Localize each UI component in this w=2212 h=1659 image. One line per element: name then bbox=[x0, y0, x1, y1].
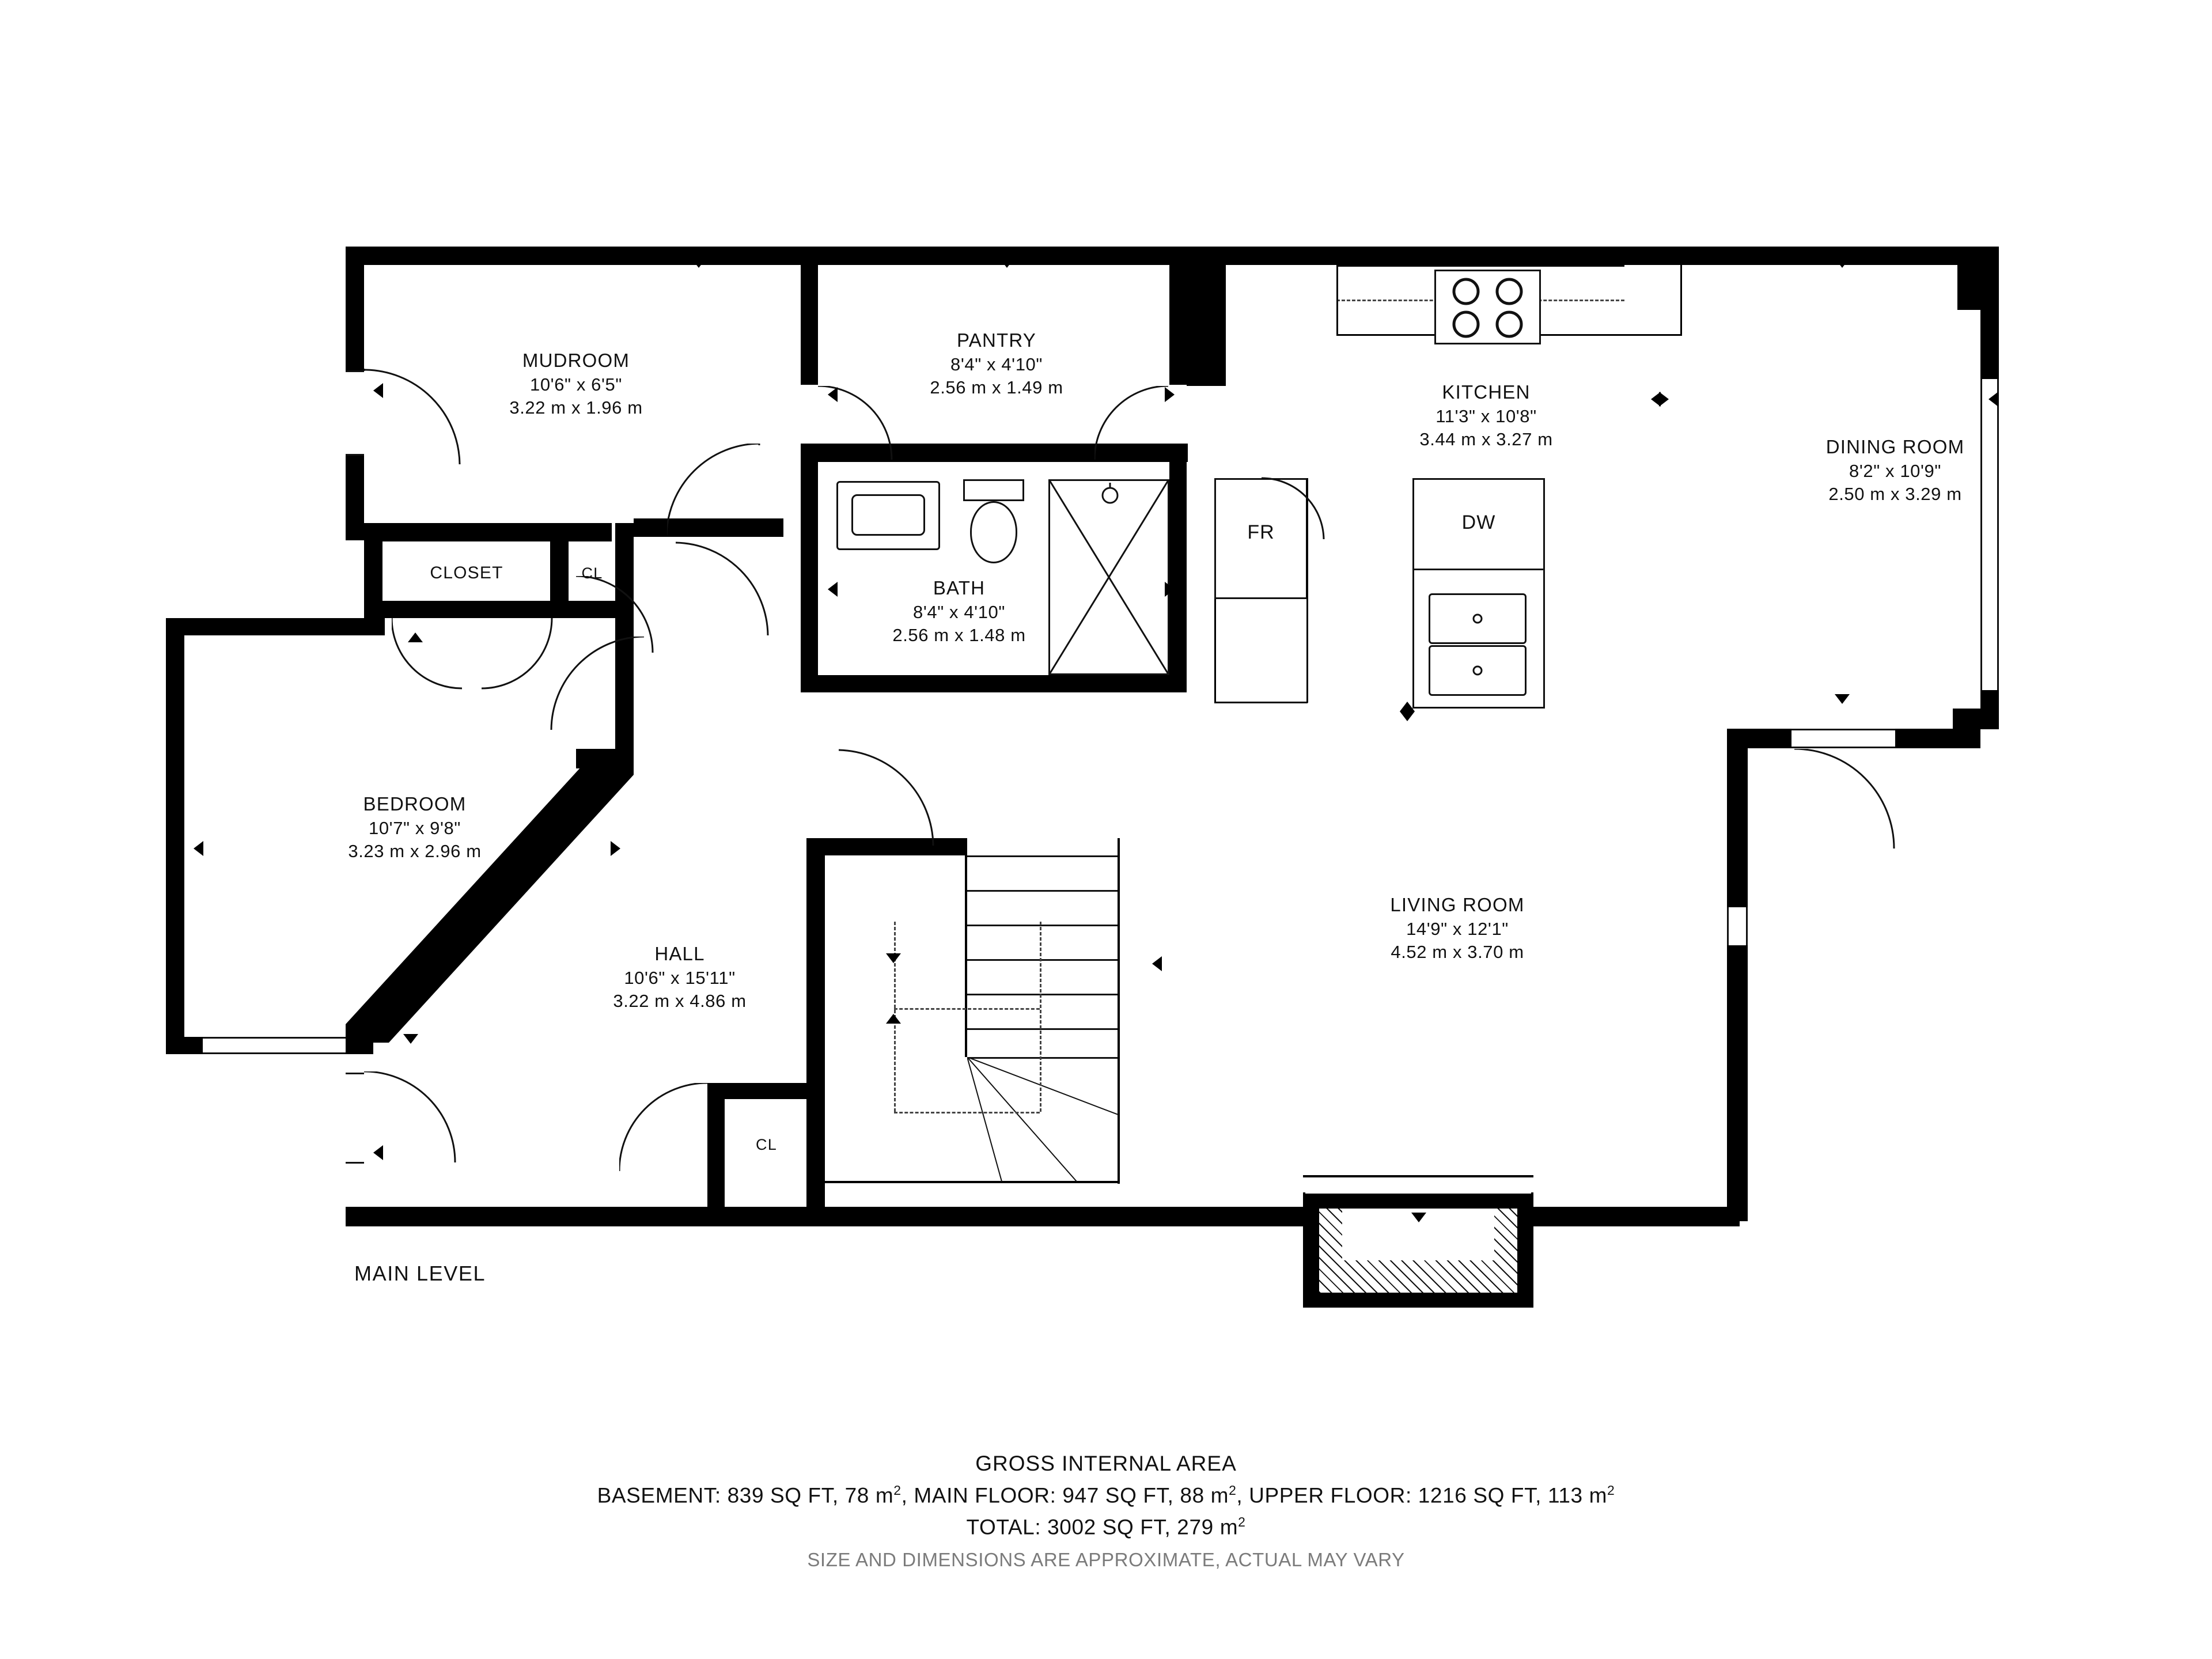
room-dim-ft-dining: 8'2" x 10'9" bbox=[1849, 460, 1941, 481]
wall-marker-arrow bbox=[1835, 694, 1850, 704]
room-dim-m-mudroom: 3.22 m x 1.96 m bbox=[509, 397, 643, 418]
stair-tread bbox=[967, 855, 1118, 858]
room-dim-m-bedroom: 3.23 m x 2.96 m bbox=[348, 841, 482, 862]
upper-floor-area: , UPPER FLOOR: 1216 SQ FT, 113 m bbox=[1236, 1483, 1608, 1508]
kitchen-fridge-base-line bbox=[1214, 702, 1308, 703]
door-cl-lower bbox=[619, 1083, 709, 1172]
wall-closet-north bbox=[364, 523, 612, 541]
basement-area: BASEMENT: 839 SQ FT, 78 m bbox=[597, 1483, 894, 1508]
wall-marker-arrow bbox=[1411, 1213, 1426, 1222]
room-dim-ft-pantry: 8'4" x 4'10" bbox=[950, 354, 1043, 374]
closet-label-cl-lower bbox=[725, 1135, 808, 1155]
wall-south-main bbox=[346, 1207, 1308, 1226]
upper-floor-area-sup: 2 bbox=[1607, 1483, 1615, 1498]
door-hall-stairs bbox=[836, 749, 934, 847]
room-name-hall: HALL bbox=[654, 943, 705, 964]
window-mudroom-west bbox=[346, 370, 364, 456]
wall-marker-arrow bbox=[1152, 956, 1162, 971]
kitchen-fridge-label: FR bbox=[1247, 521, 1275, 543]
wall-marker-arrow bbox=[408, 632, 423, 642]
fireplace-top-gap bbox=[1305, 1177, 1531, 1194]
door-bath bbox=[674, 541, 769, 637]
room-label-living bbox=[1262, 893, 1653, 964]
kitchen-sink-drains-icon bbox=[1429, 593, 1527, 697]
room-dim-m-pantry: 2.56 m x 1.49 m bbox=[930, 377, 1063, 398]
wall-marker-arrow bbox=[1988, 392, 1998, 407]
wall-dining-southeast bbox=[1953, 709, 1999, 729]
room-dim-ft-bath: 8'4" x 4'10" bbox=[913, 601, 1005, 622]
stair-understair-dash-bottom bbox=[894, 1112, 1040, 1113]
window-dining-east bbox=[1980, 379, 1999, 690]
wall-marker-arrow bbox=[373, 383, 383, 398]
wall-stair-west bbox=[806, 838, 825, 1226]
door-bedroom bbox=[550, 637, 645, 732]
window-hall-south-left bbox=[346, 1073, 364, 1164]
room-name-dining: DINING ROOM bbox=[1825, 436, 1965, 457]
main-floor-area: , MAIN FLOOR: 947 SQ FT, 88 m bbox=[901, 1483, 1229, 1508]
room-name-pantry: PANTRY bbox=[956, 329, 1036, 351]
wall-marker-arrow bbox=[979, 679, 994, 688]
area-breakdown-line bbox=[0, 1483, 2212, 1508]
wall-marker-arrow bbox=[1165, 387, 1175, 402]
door-pantry-right bbox=[1094, 386, 1169, 461]
kitchen-counter-right-run bbox=[1541, 334, 1682, 336]
bath-shower-head-icon bbox=[1097, 483, 1123, 508]
room-dim-m-hall: 3.22 m x 4.86 m bbox=[613, 991, 747, 1012]
wall-marker-arrow bbox=[691, 258, 706, 268]
window-living-east bbox=[1727, 907, 1748, 945]
room-dim-ft-hall: 10'6" x 15'11" bbox=[624, 967, 736, 988]
wall-bedroom-north bbox=[166, 618, 385, 635]
stair-direction-arrow-down bbox=[886, 953, 901, 963]
stair-winder-lines bbox=[967, 1057, 1118, 1183]
wall-living-east-upper bbox=[1727, 729, 1748, 907]
room-dim-m-bath: 2.56 m x 1.48 m bbox=[892, 625, 1026, 646]
wall-bedroom-angled bbox=[346, 743, 645, 1066]
wall-marker-arrow bbox=[999, 258, 1014, 268]
wall-dining-east bbox=[1980, 247, 1999, 379]
room-dim-m-kitchen: 3.44 m x 3.27 m bbox=[1419, 429, 1553, 450]
door-mudroom-hall bbox=[665, 444, 760, 539]
wall-marker-arrow bbox=[1400, 711, 1415, 721]
kitchen-cooktop-burners-icon bbox=[1434, 270, 1541, 344]
room-label-kitchen bbox=[1290, 380, 1682, 451]
room-name-bath: BATH bbox=[933, 577, 986, 599]
room-label-dining bbox=[1694, 435, 2097, 506]
wall-marker-arrow bbox=[194, 841, 203, 856]
wall-bedroom-west bbox=[166, 618, 184, 1054]
footer-block bbox=[0, 1452, 2212, 1571]
bath-toilet-tank bbox=[963, 479, 1024, 501]
closet-name-cl-upper: CL bbox=[581, 565, 603, 582]
door-dining-exterior bbox=[1794, 749, 1895, 850]
closet-name-cl-lower: CL bbox=[756, 1136, 777, 1153]
room-name-kitchen: KITCHEN bbox=[1442, 381, 1531, 403]
wall-living-east-lower bbox=[1727, 945, 1748, 1221]
room-label-mudroom bbox=[415, 349, 737, 419]
wall-marker-arrow bbox=[611, 841, 620, 856]
wall-marker-arrow bbox=[662, 1209, 677, 1218]
window-bedroom-south bbox=[203, 1037, 346, 1054]
door-closet-main bbox=[392, 618, 553, 690]
wall-marker-arrow bbox=[1835, 258, 1850, 268]
wall-marker-arrow bbox=[999, 448, 1014, 458]
wall-bath-east bbox=[1169, 462, 1187, 692]
kitchen-counter-north-edge bbox=[1336, 265, 1624, 267]
disclaimer: SIZE AND DIMENSIONS ARE APPROXIMATE, ACTUAL MAY VARY bbox=[807, 1548, 1405, 1570]
kitchen-counter-left-edge bbox=[1336, 265, 1338, 336]
stair-tread bbox=[967, 1028, 1118, 1031]
wall-marker-arrow bbox=[1400, 702, 1415, 711]
wall-bath-west bbox=[801, 462, 818, 692]
wall-south-right bbox=[1509, 1207, 1740, 1226]
wall-cl-lower-top bbox=[707, 1083, 808, 1099]
basement-area-sup: 2 bbox=[893, 1483, 902, 1498]
wall-marker-arrow bbox=[828, 582, 838, 597]
wall-marker-arrow bbox=[1734, 956, 1744, 971]
wall-marker-arrow bbox=[373, 1145, 383, 1160]
kitchen-dishwasher-label: DW bbox=[1461, 512, 1496, 533]
wall-marker-arrow bbox=[403, 1034, 418, 1044]
wall-mudroom-west-lower bbox=[346, 455, 364, 523]
wall-marker-arrow bbox=[691, 523, 706, 533]
level-title: MAIN LEVEL bbox=[354, 1262, 486, 1285]
bath-shower-cross bbox=[1048, 479, 1169, 675]
stair-understair-dash-top bbox=[894, 1008, 1040, 1010]
stair-tread bbox=[967, 890, 1118, 892]
room-dim-m-living: 4.52 m x 3.70 m bbox=[1391, 942, 1524, 963]
closet-name-main: CLOSET bbox=[430, 563, 503, 582]
stair-understair-dash-right bbox=[1040, 922, 1041, 1112]
room-dim-ft-kitchen: 11'3" x 10'8" bbox=[1435, 406, 1537, 426]
room-dim-m-dining: 2.50 m x 3.29 m bbox=[1828, 484, 1962, 505]
bath-sink-basin bbox=[851, 494, 925, 536]
total-area: TOTAL: 3002 SQ FT, 279 m bbox=[966, 1515, 1238, 1539]
stair-direction-arrow-up bbox=[886, 1014, 901, 1024]
room-dim-ft-living: 14'9" x 12'1" bbox=[1406, 918, 1509, 939]
kitchen-fridge-door-arc bbox=[1262, 477, 1325, 540]
stair-outline-inner bbox=[965, 838, 967, 1057]
room-dim-ft-bedroom: 10'7" x 9'8" bbox=[369, 817, 461, 838]
closet-label-main bbox=[382, 562, 551, 584]
stair-tread bbox=[967, 959, 1118, 961]
room-name-bedroom: BEDROOM bbox=[363, 793, 467, 815]
wall-pantry-east bbox=[1169, 247, 1187, 385]
total-area-line bbox=[0, 1514, 2212, 1539]
gross-area-title: GROSS INTERNAL AREA bbox=[975, 1452, 1237, 1475]
window-dining-south bbox=[1791, 729, 1895, 748]
kitchen-counter-right-edge bbox=[1680, 265, 1682, 336]
bath-toilet-bowl bbox=[970, 501, 1017, 563]
wall-mudroom-west bbox=[346, 247, 364, 370]
wall-marker-arrow bbox=[1165, 582, 1175, 597]
kitchen-fridge-side-line bbox=[1214, 599, 1216, 703]
wall-mudroom-door-jamb bbox=[634, 518, 667, 537]
total-area-sup: 2 bbox=[1238, 1514, 1246, 1530]
room-name-mudroom: MUDROOM bbox=[522, 350, 630, 371]
stair-tread bbox=[967, 994, 1118, 996]
room-dim-ft-mudroom: 10'6" x 6'5" bbox=[530, 374, 622, 395]
wall-marker-arrow bbox=[828, 387, 838, 402]
wall-cl-lower-left bbox=[707, 1083, 725, 1207]
wall-marker-arrow bbox=[1651, 392, 1661, 407]
wall-mudroom-pantry bbox=[801, 247, 818, 385]
stair-tread bbox=[967, 925, 1118, 927]
wall-kitchen-west-block bbox=[1187, 265, 1226, 386]
room-name-living: LIVING ROOM bbox=[1390, 894, 1525, 915]
main-floor-area-sup: 2 bbox=[1229, 1483, 1237, 1498]
